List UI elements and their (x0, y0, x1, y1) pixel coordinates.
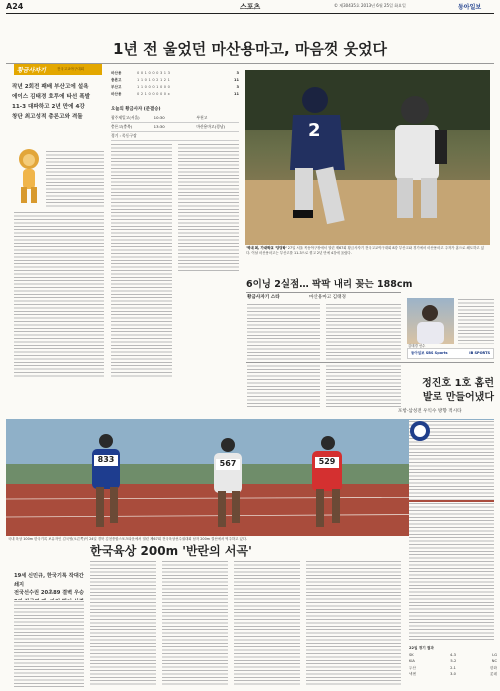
subhead: 19세 신민규, 한국기록 작대간 쇄지 (14, 573, 84, 588)
table-cell: 13:30 (153, 124, 165, 129)
story-headline: 6이닝 2실점… 팍팍 내리 꽂는 188cm (246, 279, 413, 290)
box-label: 황금사자기 스타 (247, 295, 280, 300)
schedule-table (111, 114, 239, 141)
race-bib: 529 (315, 457, 339, 468)
result-score: 3-0 (450, 672, 456, 677)
team-a: SK (409, 652, 414, 657)
race-bib: 567 (216, 459, 240, 470)
player-portrait (407, 298, 454, 344)
total-score: 11 (233, 92, 239, 96)
result-score: 2-1 (450, 665, 456, 670)
subhead: 포항·삼성전 우익수 방향 적시타 (398, 409, 462, 414)
table-cell: 10:30 (153, 115, 165, 120)
results-table (409, 645, 497, 678)
newspaper-logo: 동아일보 (458, 4, 482, 11)
subhead: 창단 최고성적 총론고와 격돌 (12, 114, 83, 120)
headline-line: 정진호 1호 홈런 (422, 378, 494, 389)
caption-title: '역대 최, 가대박교 '딩딩학' (246, 246, 287, 250)
result-score: 5-2 (450, 659, 457, 664)
table-cell (196, 132, 239, 140)
table-cell: 부천고 (196, 115, 208, 120)
body-text-column (409, 502, 494, 640)
body-text-column (90, 560, 156, 687)
total-score: 11 (233, 78, 239, 82)
caption-text: 27일 서울 목동야구장에서 열린 제67회 황금사자기 전국고교야구대회 8강 부산고와 경기에서 마산용마고 주자가 홈으로 쇄도하고 있다. 이날 마산용마고는 부산고를 11-3으로 꺾고 2년 만에 4강에 올랐다. (246, 246, 484, 255)
result-score: 4-3 (449, 652, 456, 657)
table-cell: 경기 : 목동구장 (111, 133, 137, 138)
team-emblem-icon (409, 420, 431, 442)
body-text-column (46, 150, 104, 209)
subhead: 작년 2회전 패배 부산고에 설욕 (12, 84, 89, 90)
divider (246, 292, 401, 293)
body-text-column (234, 560, 300, 687)
lion-mascot-icon (14, 147, 44, 207)
table-cell (154, 132, 197, 140)
headline-line: 발로 만들어냈다 (422, 392, 494, 403)
photo-caption: 국내 육상 100m 한국기록 보유자인 김국영(오른쪽)이 24일 경북 김천종합스포츠타운에서 열린 제67회 전국육상선수권대회 남자 200m 결선에서 역주하고 있다. (8, 537, 248, 541)
table-title: 오늘의 황금사자 (준결승) (111, 107, 161, 112)
sponsor-right: IB SPORTS (469, 351, 490, 355)
box-player: 마산용마고 김태경 (309, 295, 346, 300)
portrait-caption: 김태경 선수 (408, 344, 426, 348)
body-text-column (162, 560, 228, 687)
body-text-column (14, 600, 84, 687)
team-a: KIA (409, 659, 415, 664)
body-text-column (111, 143, 172, 377)
player-figure (407, 298, 454, 344)
jersey-number: 2 (308, 120, 321, 141)
race-bib: 833 (94, 455, 118, 466)
table-cell: 광주제일고(서울) (111, 115, 140, 120)
badge-title: 황금사자기 (17, 67, 46, 74)
total-score: 3 (236, 85, 239, 89)
inning-scores: 1 1 0 1 0 2 1 2 1 (137, 78, 171, 82)
subhead: 전국선수권 20초89 결벽 우승 (14, 590, 84, 596)
baseball-photo (245, 70, 490, 245)
table-cell: 마산용마고(경남) (196, 124, 225, 129)
team-name: 부산고 (111, 85, 122, 89)
inning-scores: 1 1 0 0 0 1 0 0 0 (137, 85, 171, 89)
section-name: 스포츠 (240, 3, 261, 11)
subhead: 11-3 대파하고 2년 만에 4강 (12, 104, 85, 110)
team-a: 두산 (409, 665, 416, 670)
team-a: 넥센 (409, 672, 416, 677)
team-name: 마산용 (111, 92, 122, 96)
team-b: NC (491, 659, 497, 664)
inning-scores: 0 0 1 0 0 0 3 1 3 (137, 71, 171, 75)
sponsor-strip (407, 348, 494, 359)
page-number: A24 (6, 2, 24, 11)
body-text-column (458, 298, 494, 344)
inning-scores: 0 2 1 0 0 0 0 0 x (137, 92, 170, 96)
subhead: 에이스 김태경 호투에 타선 폭발 (12, 94, 91, 100)
body-text-column (247, 303, 320, 409)
story-headline: 한국육상 200m '반란의 서곡' (90, 544, 252, 558)
results-title: 22일 경기 결과 (409, 646, 434, 650)
team-b: 한화 (490, 665, 497, 670)
issue-date: © 제30435호 2013년 6월 25일 화요일 (334, 3, 406, 8)
body-text-column (14, 211, 104, 377)
table-cell: 충론고(충북) (111, 124, 133, 129)
sponsor-left: 동아일보 SBS Sports (411, 351, 448, 355)
body-text-column (178, 143, 239, 271)
team-b: 롯데 (490, 672, 497, 677)
photo-caption (246, 246, 488, 255)
divider (246, 362, 494, 363)
total-score: 3 (236, 71, 239, 75)
runner-illustration (245, 70, 490, 245)
main-headline: 1년 전 울었던 마산용마고, 마음껏 웃었다 (112, 40, 388, 58)
team-b: LG (492, 652, 497, 657)
team-name: 마산용 (111, 71, 122, 75)
header-rule (6, 13, 494, 14)
team-name: 충론고 (111, 78, 122, 82)
scoreboard (111, 70, 239, 98)
body-text-column (306, 560, 401, 687)
story-headline (384, 377, 494, 405)
badge-subtitle: 전국고교야구대회 (57, 67, 85, 71)
